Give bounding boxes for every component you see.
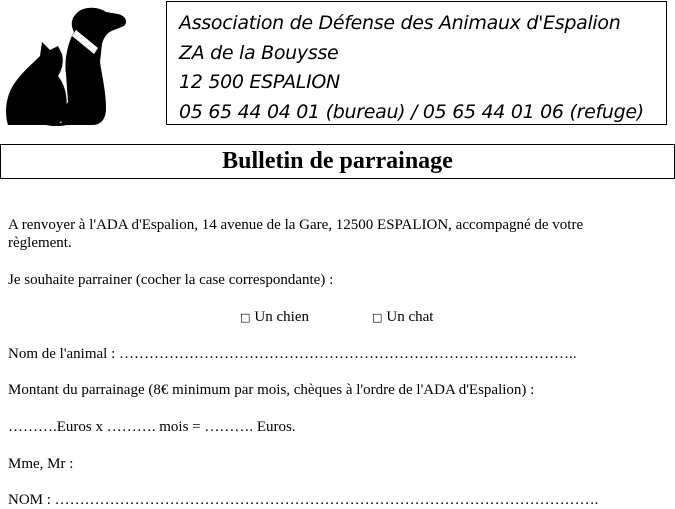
dog-cat-silhouette-icon [2,4,132,126]
association-address-line: ZA de la Bouysse [179,41,339,64]
civility-label: Mme, Mr : [8,456,74,472]
page-title: Bulletin de parrainage [0,144,675,179]
intro-text: A renvoyer à l'ADA d'Espalion, 14 avenue de la Gare, 12500 ESPALION, accompagné de votre règlement. [8,217,584,251]
association-header [166,1,667,125]
choice-prompt: Je souhaite parrainer (cocher la case correspondante) : [8,272,334,288]
checkbox-icon[interactable]: □ [372,311,383,324]
animal-name-field[interactable]: Nom de l'animal : ……………………………………………………………………………….. [8,346,577,362]
checkbox-icon[interactable]: □ [240,311,251,324]
option-cat[interactable] [372,308,433,327]
nom-field[interactable]: NOM : ………………………………………………………………………………………………. [8,492,599,508]
association-city: 12 500 ESPALION [179,71,340,93]
association-phones: 05 65 44 04 01 (bureau) / 05 65 44 01 06 (refuge) [179,100,644,123]
amount-label: Montant du parrainage (8€ minimum par mois, chèques à l'ordre de l'ADA d'Espalion) : [8,382,535,398]
option-dog[interactable] [240,308,309,327]
option-cat-label: Un chat [386,309,434,325]
association-name: Association de Défense des Animaux d'Espalion [179,12,621,34]
option-dog-label: Un chien [254,309,309,325]
amount-formula-field[interactable]: ……….Euros x ………. mois = ………. Euros. [8,419,296,435]
